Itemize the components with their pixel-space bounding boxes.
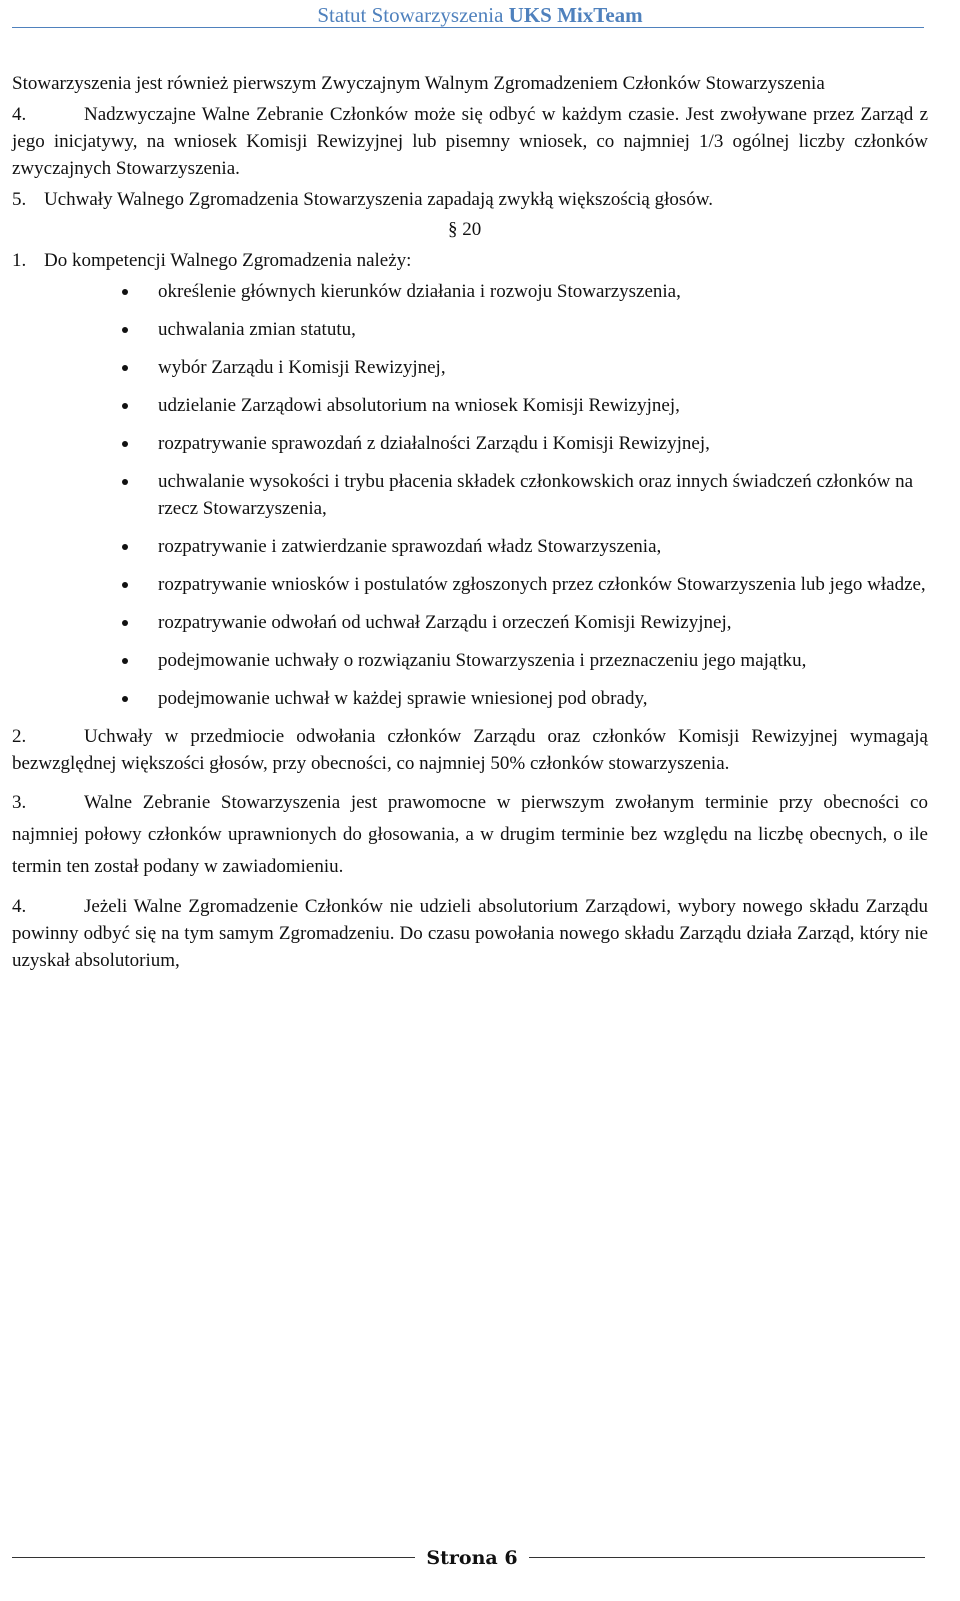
list-item xyxy=(12,647,928,674)
section-heading xyxy=(12,213,928,247)
competence-list xyxy=(12,278,928,712)
item-4-text: Nadzwyczajne Walne Zebranie Członków może się odbyć w każdym czasie. Jest zwoływane przez Zarząd z jego inicjatywy, na wniosek Komisji Rewizyjnej lub pisemny wniosek, co najmniej 1/3 ogólnej liczby członków zwyczajnych Stowarzyszenia. xyxy=(12,104,928,179)
bullet-icon xyxy=(122,479,128,485)
list-item-text: określenie głównych kierunków działania i rozwoju Stowarzyszenia, xyxy=(158,281,681,302)
footer-divider-right xyxy=(529,1557,925,1558)
list-item xyxy=(12,685,928,712)
page-number: Strona 6 xyxy=(426,1547,518,1569)
point-4-number: 4. xyxy=(12,896,27,917)
bullet-icon xyxy=(122,441,128,447)
list-item-text: rozpatrywanie i zatwierdzanie sprawozdań władz Stowarzyszenia, xyxy=(158,536,662,557)
point-1-number: 1. xyxy=(12,250,27,271)
page-header xyxy=(0,0,960,29)
point-4-text: Jeżeli Walne Zgromadzenie Członków nie udzieli absolutorium Zarządowi, wybory nowego składu Zarządu powinny odbyć się na tym samym Zgromadzeniu. Do czasu powołania nowego składu Zarządu działa Zarząd, który nie uzyskał absolutorium, xyxy=(12,896,928,971)
list-item xyxy=(12,468,928,522)
point-4 xyxy=(12,893,928,974)
section-number: 20 xyxy=(462,219,482,240)
point-2-text: Uchwały w przedmiocie odwołania członków Zarządu oraz członków Komisji Rewizyjnej wymagają bezwzględnej większości głosów, przy obecności, co najmniej 50% członków stowarzyszenia. xyxy=(12,726,928,774)
header-title-bold: UKS MixTeam xyxy=(508,3,643,27)
bullet-icon xyxy=(122,582,128,588)
paragraph-continuation: Stowarzyszenia jest również pierwszym Zwyczajnym Walnym Zgromadzeniem Członków Stowarzyszenia xyxy=(12,73,825,94)
bullet-icon xyxy=(122,403,128,409)
point-2-number: 2. xyxy=(12,726,27,747)
header-title: Statut Stowarzyszenia xyxy=(317,3,504,27)
list-item-text: podejmowanie uchwał w każdej sprawie wniesionej pod obrady, xyxy=(158,688,648,709)
point-2 xyxy=(12,723,928,777)
point-1 xyxy=(12,247,928,274)
bullet-icon xyxy=(122,289,128,295)
list-item-text: rozpatrywanie wniosków i postulatów zgłoszonych przez członków Stowarzyszenia lub jego władze, xyxy=(158,574,926,595)
list-item xyxy=(12,430,928,457)
bullet-icon xyxy=(122,620,128,626)
list-item-text: wybór Zarządu i Komisji Rewizyjnej, xyxy=(158,357,446,378)
list-item-text: rozpatrywanie odwołań od uchwał Zarządu i orzeczeń Komisji Rewizyjnej, xyxy=(158,612,732,633)
item-5-number: 5. xyxy=(12,189,27,210)
document-body xyxy=(12,70,928,974)
point-3-text: Walne Zebranie Stowarzyszenia jest prawomocne w pierwszym zwołanym terminie przy obecności co najmniej połowy członków uprawnionych do głosowania, a w drugim terminie bez względu na liczbę obecnych, o ile termin ten został podany w zawiadomieniu. xyxy=(12,792,928,877)
bullet-icon xyxy=(122,365,128,371)
bullet-icon xyxy=(122,544,128,550)
list-item-text: uchwalania zmian statutu, xyxy=(158,319,356,340)
list-item-text: podejmowanie uchwały o rozwiązaniu Stowarzyszenia i przeznaczeniu jego majątku, xyxy=(158,650,807,671)
point-3 xyxy=(12,787,928,883)
list-item xyxy=(12,533,928,560)
point-3-number: 3. xyxy=(12,792,27,813)
point-1-text: Do kompetencji Walnego Zgromadzenia należy: xyxy=(44,250,412,271)
list-item xyxy=(12,278,928,305)
item-4-number: 4. xyxy=(12,104,27,125)
section-sign: § xyxy=(448,219,458,240)
footer-divider-left xyxy=(12,1557,415,1558)
list-item xyxy=(12,354,928,381)
list-item-text: rozpatrywanie sprawozdań z działalności Zarządu i Komisji Rewizyjnej, xyxy=(158,433,710,454)
list-item xyxy=(12,609,928,636)
item-4 xyxy=(12,101,928,182)
list-item xyxy=(12,316,928,343)
item-5 xyxy=(12,186,928,213)
bullet-icon xyxy=(122,696,128,702)
list-item xyxy=(12,392,928,419)
list-item-text: uchwalanie wysokości i trybu płacenia składek członkowskich oraz innych świadczeń członków na rzecz Stowarzyszenia, xyxy=(158,471,913,519)
item-5-text: Uchwały Walnego Zgromadzenia Stowarzyszenia zapadają zwykłą większością głosów. xyxy=(44,189,714,210)
bullet-icon xyxy=(122,327,128,333)
header-divider xyxy=(12,27,924,28)
bullet-icon xyxy=(122,658,128,664)
list-item-text: udzielanie Zarządowi absolutorium na wniosek Komisji Rewizyjnej, xyxy=(158,395,680,416)
list-item xyxy=(12,571,928,598)
